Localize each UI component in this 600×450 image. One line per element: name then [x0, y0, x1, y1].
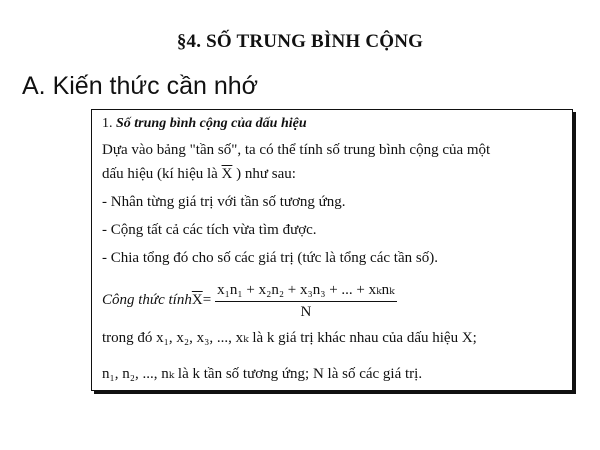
paragraph-line-2-start: dấu hiệu (kí hiệu là	[102, 166, 222, 182]
knowledge-box	[91, 109, 573, 391]
formula-label: Công thức tính	[102, 291, 192, 308]
formula-numerator: x₁n₁ + x₂n₂ + x₃n₃ + ... + xₖnₖ	[215, 280, 396, 302]
mean-symbol: $\overline{X}$	[221, 166, 233, 182]
formula-denominator: N	[300, 303, 312, 320]
mean-formula	[102, 278, 397, 322]
box-item-title	[102, 116, 307, 132]
formula-mean-symbol: $\overline{X}$	[191, 291, 203, 308]
formula-fraction	[215, 280, 396, 321]
explanation-line-2: n₁, n₂, ..., nₖ là k tần số tương ứng; N là số các giá trị.	[102, 366, 423, 382]
item-number: 1.	[102, 116, 113, 131]
step-1: - Nhân từng giá trị với tần số tương ứng.	[102, 194, 346, 210]
paragraph-line-2-end: ) như sau:	[236, 166, 296, 182]
paragraph-line-2	[102, 166, 296, 183]
step-2: - Cộng tất cả các tích vừa tìm được.	[102, 222, 317, 238]
explanation-line-1: trong đó x₁, x₂, x₃, ..., xₖ là k giá trị khác nhau của dấu hiệu X;	[102, 330, 477, 346]
formula-equals: =	[202, 291, 212, 308]
step-3: - Chia tổng đó cho số các giá trị (tức là tổng các tần số).	[102, 250, 438, 266]
page-title: §4. SỐ TRUNG BÌNH CỘNG	[176, 31, 424, 52]
item-title-text: Số trung bình cộng của dấu hiệu	[116, 116, 307, 131]
section-heading: A. Kiến thức cần nhớ	[22, 72, 259, 100]
paragraph-line-1: Dựa vào bảng "tần số", ta có thể tính số trung bình cộng của một	[102, 142, 491, 158]
